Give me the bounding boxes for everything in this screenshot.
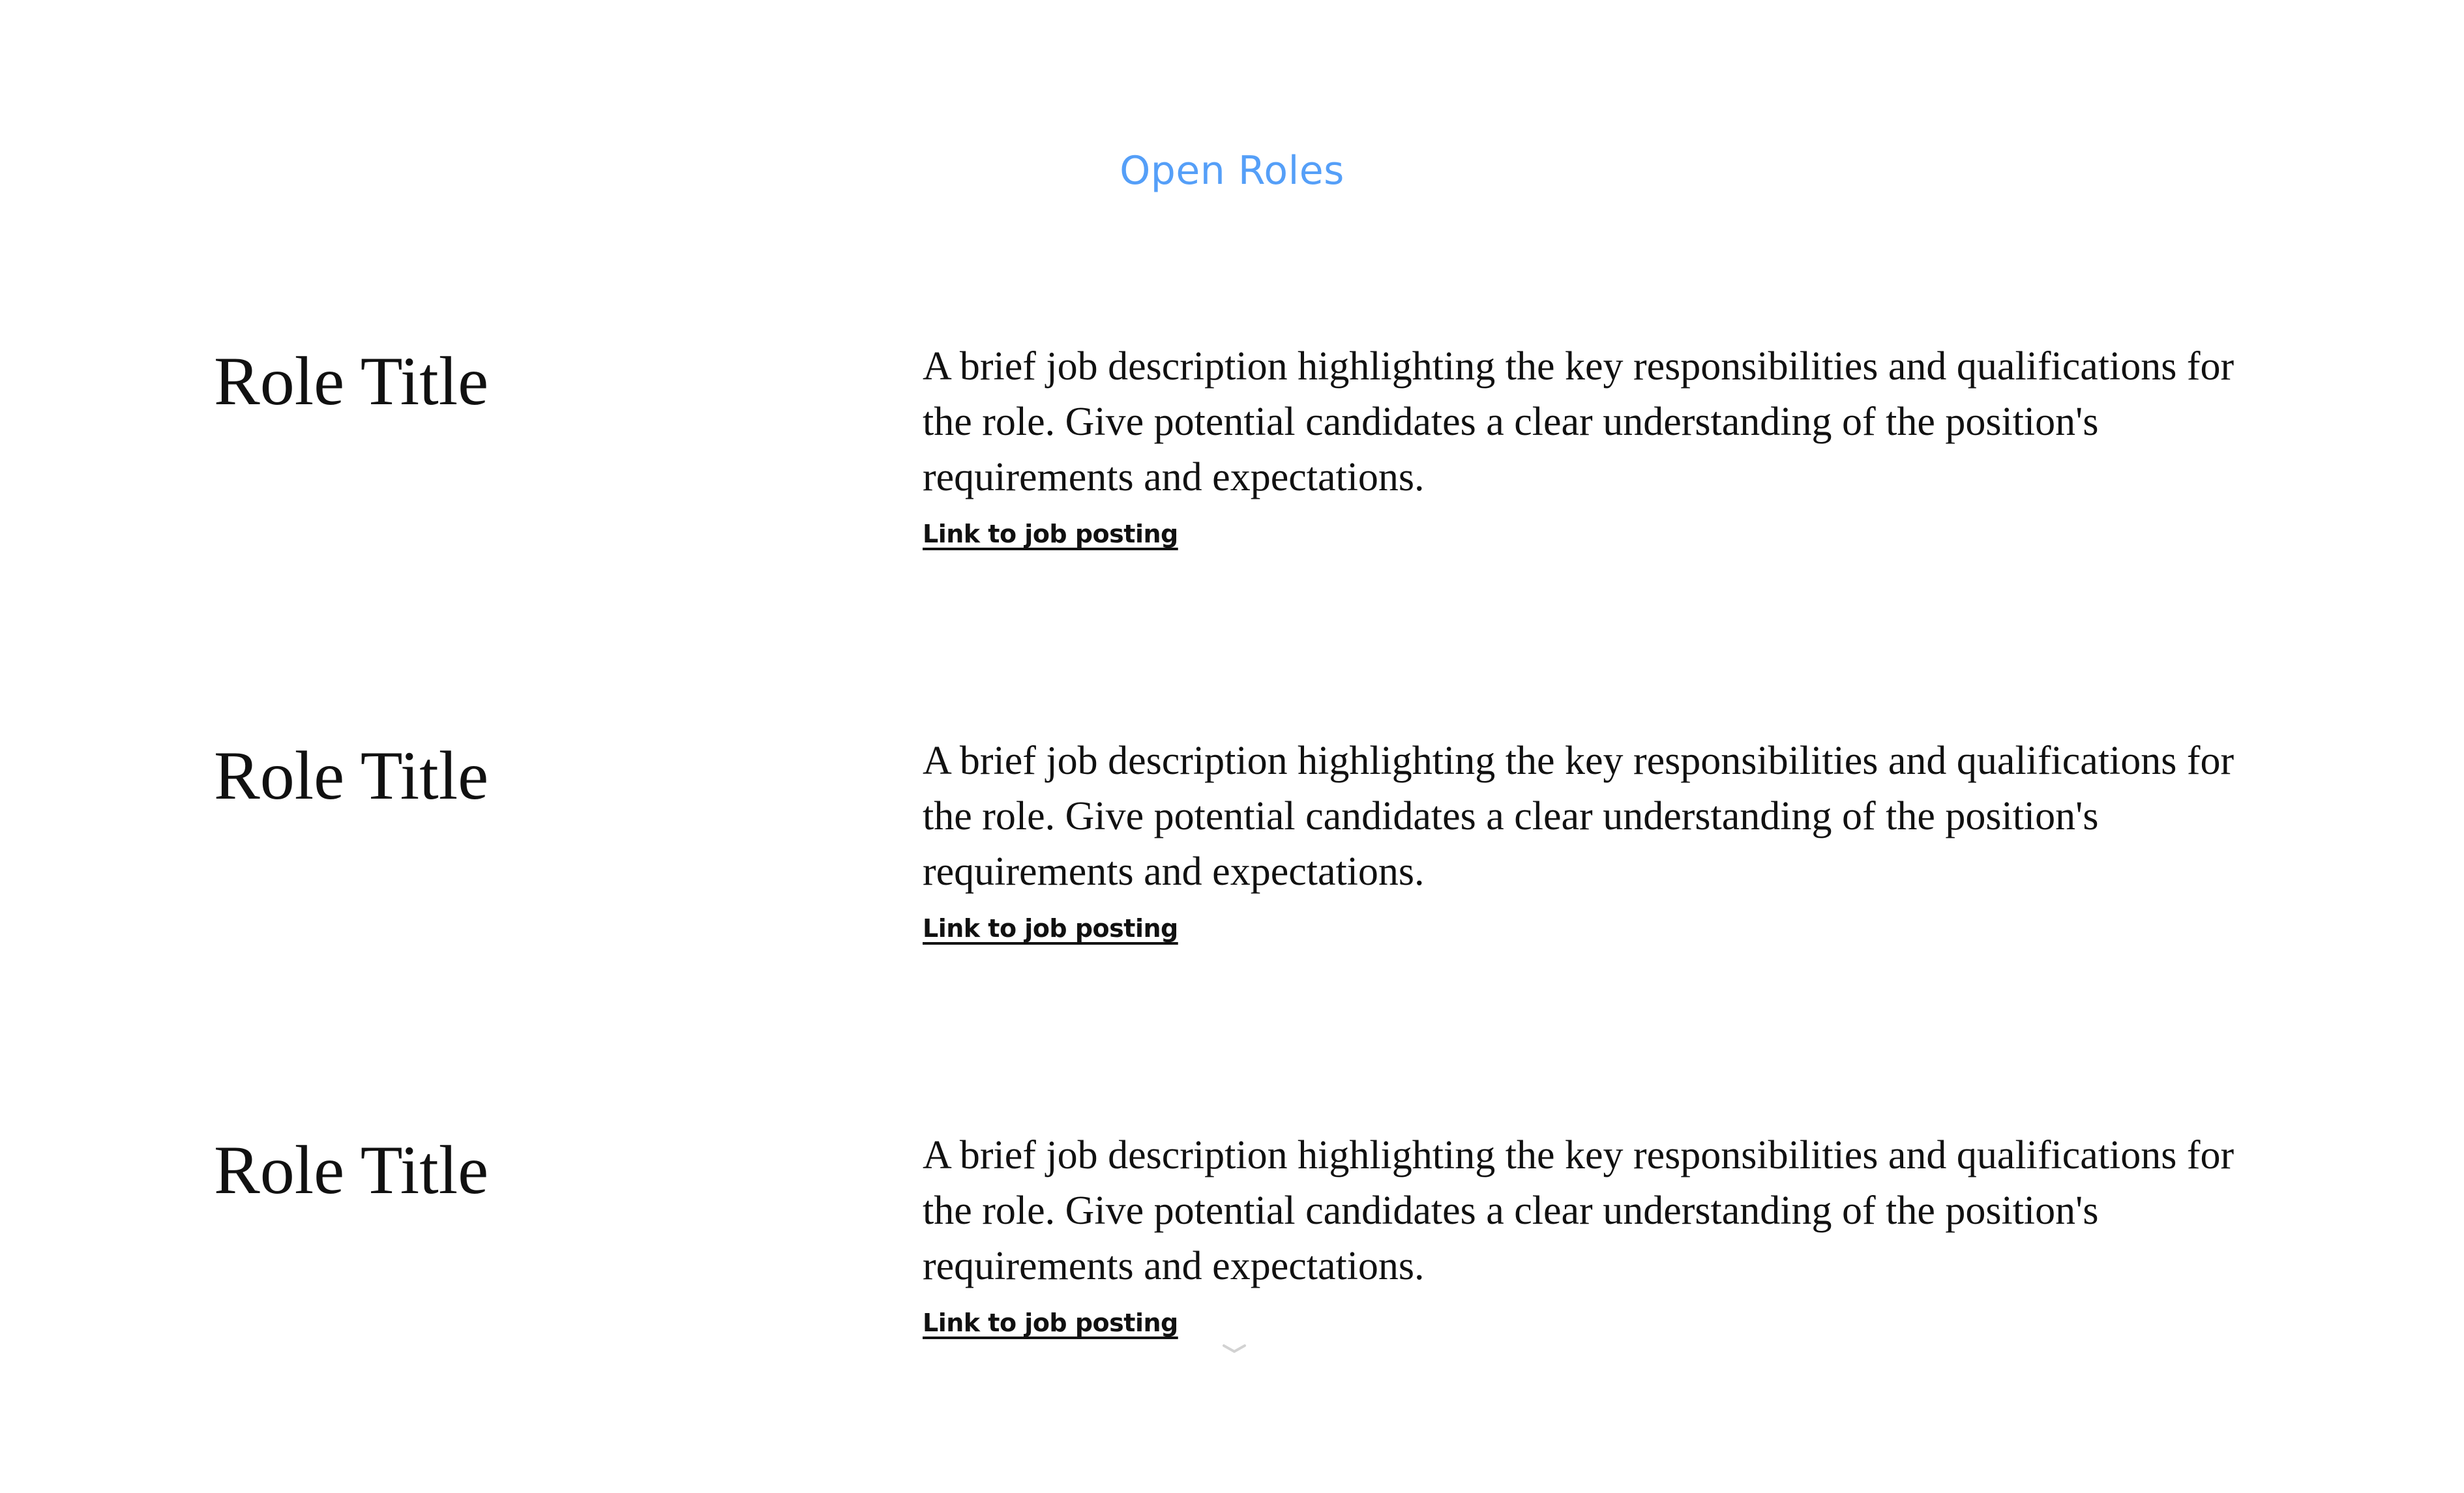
role-listing	[0, 1128, 2464, 1493]
role-description: A brief job description highlighting the key responsibilities and qualifications for the role. Give potential candidates a clear understanding of the position's requirements and expectations.	[923, 739, 2234, 894]
role-title: Role Title	[214, 1132, 489, 1208]
role-title: Role Title	[214, 343, 489, 419]
role-body	[923, 733, 2279, 943]
role-listing	[0, 339, 2464, 704]
role-description: A brief job description highlighting the key responsibilities and qualifications for the role. Give potential candidates a clear understanding of the position's requirements and expectations.	[923, 1133, 2234, 1288]
job-posting-link[interactable]: Link to job posting	[923, 1308, 1178, 1337]
job-posting-link[interactable]: Link to job posting	[923, 520, 1178, 548]
role-body	[923, 339, 2279, 548]
chevron-down-icon[interactable]	[1221, 1343, 1247, 1356]
role-title: Role Title	[214, 737, 489, 814]
role-description: A brief job description highlighting the key responsibilities and qualifications for the role. Give potential candidates a clear understanding of the position's requirements and expectations.	[923, 344, 2234, 499]
section-heading: Open Roles	[1120, 148, 1344, 194]
role-listing	[0, 733, 2464, 1099]
role-body	[923, 1128, 2279, 1337]
job-posting-link[interactable]: Link to job posting	[923, 914, 1178, 943]
